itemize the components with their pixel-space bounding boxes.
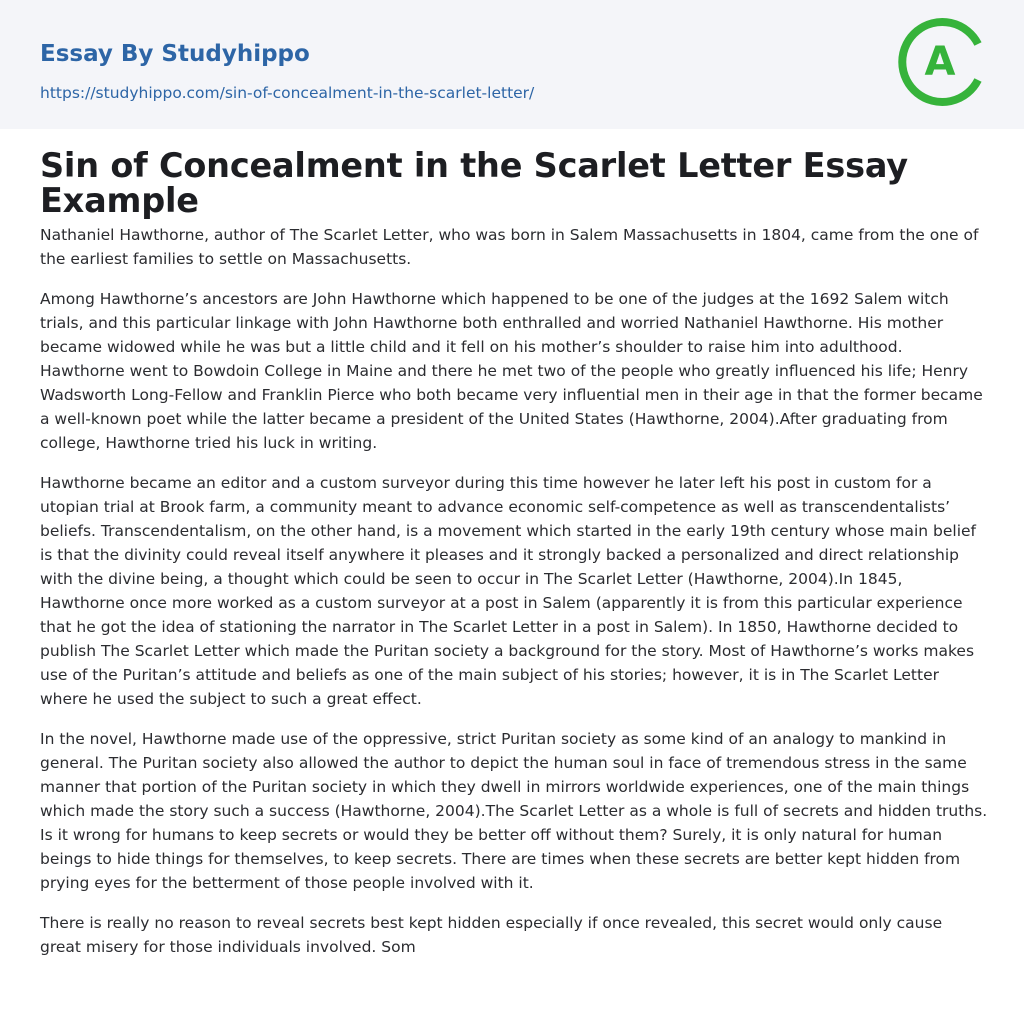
studyhippo-logo-icon[interactable]: [898, 17, 988, 107]
article: [40, 148, 988, 959]
site-brand[interactable]: Essay By Studyhippo: [40, 41, 310, 67]
article-paragraph: In the novel, Hawthorne made use of the oppressive, strict Puritan society as some kind of an analogy to mankind in general. The Puritan society also allowed the author to depict the human soul in face of tremendous stress in the same manner that portion of the Puritan society in which they dwell in mirrors worldwide experiences, one of the main things which made the story such a success (Hawthorne, 2004).The Scarlet Letter as a whole is full of secrets and hidden truths. Is it wrong for humans to keep secrets or would they be better off without them? Surely, it is only natural for human beings to hide things for themselves, to keep secrets. There are times when these secrets are better kept hidden from prying eyes for the betterment of those people involved with it.: [40, 730, 988, 892]
site-header: [0, 0, 1024, 129]
article-paragraph: There is really no reason to reveal secrets best kept hidden especially if once revealed, this secret would only cause great misery for those individuals involved. Som: [40, 914, 943, 956]
logo-letter: A: [924, 39, 956, 85]
article-paragraph: Hawthorne became an editor and a custom surveyor during this time however he later left his post in custom for a utopian trial at Brook farm, a community meant to advance economic self-competence as well as transcendentalists’ beliefs. Transcendentalism, on the other hand, is a movement which started in the early 19th century whose main belief is that the divinity could reveal itself anywhere it pleases and it strongly backed a personalized and direct relationship with the divine being, a thought which could be seen to occur in The Scarlet Letter (Hawthorne, 2004).In 1845, Hawthorne once more worked as a custom surveyor at a post in Salem (apparently it is from this particular experience that he got the idea of stationing the narrator in The Scarlet Letter in a post in Salem). In 1850, Hawthorne decided to publish The Scarlet Letter which made the Puritan society a background for the story. Most of Hawthorne’s works makes use of the Puritan’s attitude and beliefs as one of the main subject of his stories; however, it is in The Scarlet Letter where he used the subject to such a great effect.: [40, 474, 976, 708]
page-url-link[interactable]: https://studyhippo.com/sin-of-concealment-in-the-scarlet-letter/: [40, 84, 535, 102]
article-paragraph: Nathaniel Hawthorne, author of The Scarlet Letter, who was born in Salem Massachusetts in 1804, came from the one of the earliest families to settle on Massachusetts.: [40, 226, 979, 268]
article-title: Sin of Concealment in the Scarlet Letter Essay Example: [40, 146, 908, 220]
article-paragraph: Among Hawthorne’s ancestors are John Hawthorne which happened to be one of the judges at the 1692 Salem witch trials, and this particular linkage with John Hawthorne both enthralled and worried Nathaniel Hawthorne. His mother became widowed while he was but a little child and it fell on his mother’s shoulder to raise him into adulthood. Hawthorne went to Bowdoin College in Maine and there he met two of the people who greatly influenced his life; Henry Wadsworth Long-Fellow and Franklin Pierce who both became very influential men in their age in that the former became a well-known poet while the latter became a president of the United States (Hawthorne, 2004).After graduating from college, Hawthorne tried his luck in writing.: [40, 290, 983, 452]
